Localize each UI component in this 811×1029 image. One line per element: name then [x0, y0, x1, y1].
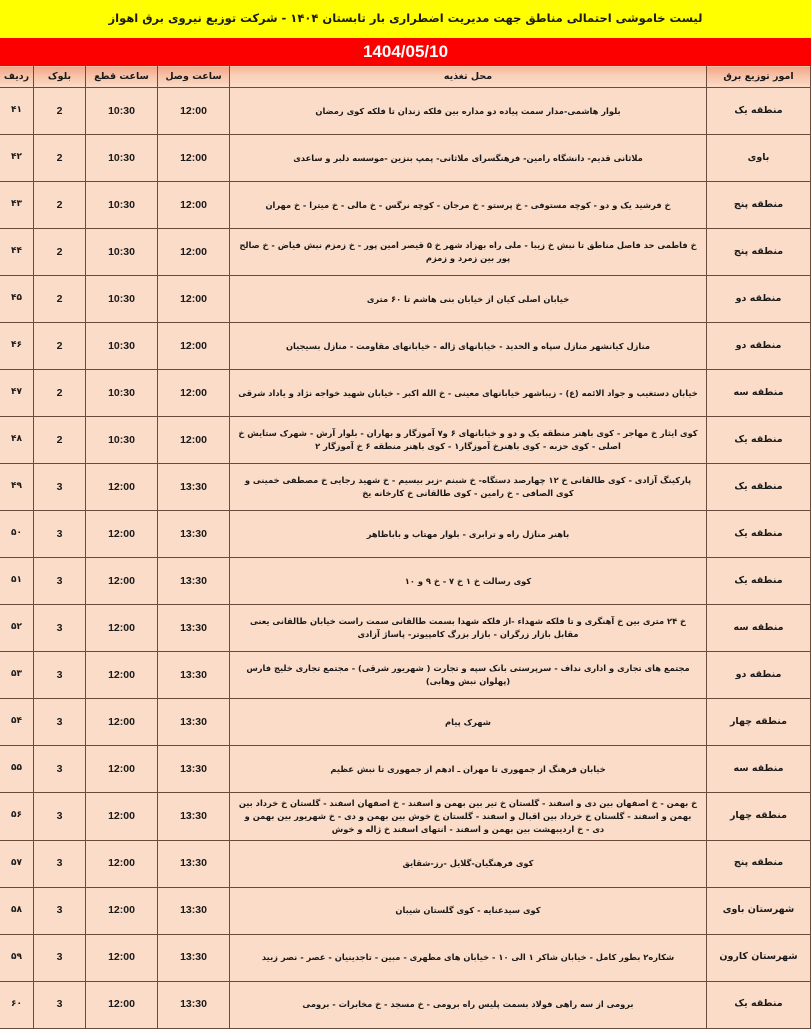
- cell-blok: 3: [34, 699, 86, 746]
- cell-saat-ghat: 12:00: [86, 934, 158, 981]
- cell-saat-vasl: 13:30: [158, 981, 230, 1028]
- column-header-blok: بلوک: [34, 66, 86, 88]
- column-header-mahal-taghzie: محل تغذیه: [230, 66, 707, 88]
- page-title: لیست خاموشی احتمالی مناطق جهت مدیریت اضطراری بار تابستان ۱۴۰۴ - شرکت توزیع نیروی برق اهواز: [108, 10, 703, 25]
- table-row: [0, 699, 811, 746]
- cell-blok: 3: [34, 840, 86, 887]
- cell-omur-tozi-bargh: شهرستان باوی: [707, 887, 811, 934]
- cell-radif: ۴۵: [0, 276, 34, 323]
- cell-saat-ghat: 12:00: [86, 699, 158, 746]
- cell-saat-vasl: 13:30: [158, 840, 230, 887]
- cell-saat-vasl: 13:30: [158, 793, 230, 841]
- cell-radif: ۵۲: [0, 605, 34, 652]
- cell-radif: ۵۶: [0, 793, 34, 841]
- table-row: [0, 135, 811, 182]
- cell-radif: ۵۱: [0, 558, 34, 605]
- cell-mahal-taghzie: خیابان فرهنگ از جمهوری تا مهران ـ ادهم از جمهوری تا نبش عظیم: [230, 746, 707, 793]
- cell-omur-tozi-bargh: منطقه پنج: [707, 182, 811, 229]
- cell-saat-ghat: 12:00: [86, 746, 158, 793]
- column-header-radif: ردیف: [0, 66, 34, 88]
- cell-blok: 3: [34, 793, 86, 841]
- cell-radif: ۴۷: [0, 370, 34, 417]
- outage-table: [0, 65, 811, 1029]
- table-row: [0, 323, 811, 370]
- cell-omur-tozi-bargh: منطقه چهار: [707, 699, 811, 746]
- cell-blok: 3: [34, 652, 86, 699]
- cell-saat-ghat: 10:30: [86, 370, 158, 417]
- table-row: [0, 652, 811, 699]
- cell-saat-vasl: 13:30: [158, 652, 230, 699]
- cell-blok: 3: [34, 934, 86, 981]
- cell-blok: 2: [34, 276, 86, 323]
- cell-mahal-taghzie: بلوار هاشمی-مدار سمت پیاده دو مداره بین فلکه زندان تا فلکه کوی رمضان: [230, 88, 707, 135]
- cell-saat-ghat: 10:30: [86, 276, 158, 323]
- cell-omur-tozi-bargh: منطقه پنج: [707, 229, 811, 276]
- title-banner: [0, 0, 811, 36]
- cell-saat-ghat: 10:30: [86, 323, 158, 370]
- cell-blok: 3: [34, 887, 86, 934]
- cell-blok: 3: [34, 981, 86, 1028]
- cell-saat-vasl: 12:00: [158, 276, 230, 323]
- cell-saat-ghat: 12:00: [86, 511, 158, 558]
- table-row: [0, 934, 811, 981]
- cell-radif: ۴۹: [0, 464, 34, 511]
- cell-blok: 2: [34, 135, 86, 182]
- column-header-saat-ghat: ساعت قطع: [86, 66, 158, 88]
- cell-saat-vasl: 13:30: [158, 511, 230, 558]
- cell-mahal-taghzie: شکاره۲ بطور کامل - خیابان شاکر ۱ الی ۱۰ - خیابان های مطهری - مبین - تاجدینیان - عصر - نصر زبید: [230, 934, 707, 981]
- cell-radif: ۴۶: [0, 323, 34, 370]
- table-row: [0, 840, 811, 887]
- cell-omur-tozi-bargh: شهرستان کارون: [707, 934, 811, 981]
- cell-radif: ۶۰: [0, 981, 34, 1028]
- cell-blok: 3: [34, 558, 86, 605]
- table-row: [0, 981, 811, 1028]
- cell-radif: ۵۴: [0, 699, 34, 746]
- cell-blok: 2: [34, 182, 86, 229]
- cell-mahal-taghzie: کوی سیدعنایه - کوی گلستان شیبان: [230, 887, 707, 934]
- cell-blok: 2: [34, 88, 86, 135]
- table-row: [0, 276, 811, 323]
- cell-mahal-taghzie: خیابان اصلی کیان از خیابان بنی هاشم تا ۶۰ متری: [230, 276, 707, 323]
- cell-saat-ghat: 12:00: [86, 840, 158, 887]
- cell-saat-vasl: 12:00: [158, 417, 230, 464]
- table-body: [0, 88, 811, 1029]
- cell-omur-tozi-bargh: منطقه دو: [707, 323, 811, 370]
- cell-saat-vasl: 13:30: [158, 699, 230, 746]
- table-row: [0, 182, 811, 229]
- cell-omur-tozi-bargh: منطقه پنج: [707, 840, 811, 887]
- cell-radif: ۵۵: [0, 746, 34, 793]
- table-row: [0, 88, 811, 135]
- cell-mahal-taghzie: خ بهمن - خ اصفهان بین دی و اسفند - گلستان خ تیر بین بهمن و اسفند - خ اصفهان اسفند - گلستان خ خرداد بین بهمن و اسفند - گلستان خ خرداد بین اقبال و اسفند - گلستان خ خوش بین بهمن و دی - خ شهریور بین بهمن و دی - خ اردیبهشت بین بهمن و اسفند - انتهای اسفند خ ژاله و خوش: [230, 793, 707, 841]
- cell-omur-tozi-bargh: منطقه یک: [707, 981, 811, 1028]
- cell-omur-tozi-bargh: منطقه دو: [707, 652, 811, 699]
- cell-saat-vasl: 13:30: [158, 605, 230, 652]
- cell-saat-ghat: 10:30: [86, 135, 158, 182]
- schedule-date: 1404/05/10: [362, 41, 449, 61]
- cell-mahal-taghzie: پارکینگ آزادی - کوی طالقانی خ ۱۲ چهارصد دستگاه- خ شبنم -زیر بیسیم - خ شهید رجایی خ مصطفی خمینی و کوی الصافی - خ رامین - کوی طالقانی خ کارخانه یخ: [230, 464, 707, 511]
- cell-omur-tozi-bargh: منطقه سه: [707, 746, 811, 793]
- cell-mahal-taghzie: شهرک پیام: [230, 699, 707, 746]
- cell-saat-vasl: 13:30: [158, 746, 230, 793]
- cell-blok: 2: [34, 323, 86, 370]
- cell-saat-ghat: 12:00: [86, 981, 158, 1028]
- table-header-row: [0, 66, 811, 88]
- cell-blok: 3: [34, 746, 86, 793]
- cell-omur-tozi-bargh: منطقه سه: [707, 370, 811, 417]
- cell-blok: 3: [34, 464, 86, 511]
- table-row: [0, 746, 811, 793]
- cell-saat-vasl: 12:00: [158, 323, 230, 370]
- cell-mahal-taghzie: برومی از سه راهی فولاد بسمت پلیس راه برومی - خ مسجد - خ مخابرات - برومی: [230, 981, 707, 1028]
- cell-saat-vasl: 12:00: [158, 229, 230, 276]
- cell-blok: 2: [34, 370, 86, 417]
- cell-saat-ghat: 10:30: [86, 88, 158, 135]
- cell-saat-vasl: 12:00: [158, 88, 230, 135]
- cell-omur-tozi-bargh: باوی: [707, 135, 811, 182]
- cell-omur-tozi-bargh: منطقه چهار: [707, 793, 811, 841]
- cell-omur-tozi-bargh: منطقه یک: [707, 417, 811, 464]
- cell-mahal-taghzie: خ ۲۴ متری بین خ آهنگری و تا فلکه شهداء -از فلکه شهدا بسمت طالقانی سمت راست خیابان طالقانی یعنی مقابل بازار زرگران - بازار بزرگ کامپیوتر- پاساژ آزادی: [230, 605, 707, 652]
- cell-saat-vasl: 13:30: [158, 887, 230, 934]
- cell-saat-ghat: 12:00: [86, 605, 158, 652]
- cell-saat-ghat: 12:00: [86, 652, 158, 699]
- cell-omur-tozi-bargh: منطقه یک: [707, 511, 811, 558]
- cell-mahal-taghzie: منازل کیانشهر منازل سپاه و الحدید - خیابانهای ژاله - خیابانهای مقاومت - منازل بسیجیان: [230, 323, 707, 370]
- cell-mahal-taghzie: مجتمع های تجاری و اداری نداف - سرپرستی بانک سپه و تجارت ( شهریور شرقی) - مجتمع تجاری خلیج فارس (پهلوان نبش وهابی): [230, 652, 707, 699]
- table-row: [0, 793, 811, 841]
- cell-mahal-taghzie: خ فرشید یک و دو - کوچه مستوفی - خ پرستو - خ مرجان - کوچه نرگس - خ مالی - خ میترا - خ مهران: [230, 182, 707, 229]
- cell-blok: 2: [34, 417, 86, 464]
- cell-blok: 3: [34, 605, 86, 652]
- cell-radif: ۵۳: [0, 652, 34, 699]
- cell-radif: ۵۷: [0, 840, 34, 887]
- cell-omur-tozi-bargh: منطقه سه: [707, 605, 811, 652]
- cell-radif: ۵۹: [0, 934, 34, 981]
- table-row: [0, 558, 811, 605]
- cell-radif: ۵۸: [0, 887, 34, 934]
- cell-saat-ghat: 12:00: [86, 793, 158, 841]
- cell-saat-vasl: 13:30: [158, 464, 230, 511]
- cell-saat-ghat: 10:30: [86, 229, 158, 276]
- cell-radif: ۴۲: [0, 135, 34, 182]
- cell-mahal-taghzie: خیابان دستغیب و جواد الائمه (ع) - زیباشهر خیابانهای معینی - خ الله اکبر - خیابان شهید خواجه نژاد و یاداد شرقی: [230, 370, 707, 417]
- cell-blok: 3: [34, 511, 86, 558]
- table-row: [0, 417, 811, 464]
- cell-mahal-taghzie: خ فاطمی حد فاصل مناطق تا نبش خ زیبا - ملی راه بهزاد شهر خ ۵ قیصر امین پور - خ زمزم نبش فیاض - خ صالح پور بین زمرد و زمزم: [230, 229, 707, 276]
- cell-omur-tozi-bargh: منطقه دو: [707, 276, 811, 323]
- cell-blok: 2: [34, 229, 86, 276]
- cell-saat-vasl: 12:00: [158, 370, 230, 417]
- table-row: [0, 605, 811, 652]
- cell-radif: ۴۳: [0, 182, 34, 229]
- cell-saat-vasl: 13:30: [158, 934, 230, 981]
- cell-saat-vasl: 12:00: [158, 135, 230, 182]
- cell-saat-ghat: 12:00: [86, 464, 158, 511]
- cell-mahal-taghzie: ملاثانی قدیم- دانشگاه رامین- فرهنگسرای ملاثانی- پمپ بنزین -موسسه دلبر و ساعدی: [230, 135, 707, 182]
- table-row: [0, 370, 811, 417]
- cell-radif: ۵۰: [0, 511, 34, 558]
- cell-saat-ghat: 12:00: [86, 558, 158, 605]
- cell-saat-vasl: 12:00: [158, 182, 230, 229]
- cell-saat-ghat: 12:00: [86, 887, 158, 934]
- cell-radif: ۴۸: [0, 417, 34, 464]
- cell-radif: ۴۴: [0, 229, 34, 276]
- cell-omur-tozi-bargh: منطقه یک: [707, 88, 811, 135]
- table-row: [0, 887, 811, 934]
- cell-mahal-taghzie: کوی فرهنگیان-گلایل -رز-شقایق: [230, 840, 707, 887]
- column-header-saat-vasl: ساعت وصل: [158, 66, 230, 88]
- cell-omur-tozi-bargh: منطقه یک: [707, 558, 811, 605]
- column-header-omur-tozi-bargh: امور توزیع برق: [707, 66, 811, 88]
- cell-saat-vasl: 13:30: [158, 558, 230, 605]
- table-row: [0, 511, 811, 558]
- date-banner: [0, 36, 811, 65]
- cell-saat-ghat: 10:30: [86, 182, 158, 229]
- cell-radif: ۴۱: [0, 88, 34, 135]
- cell-mahal-taghzie: باهنر منازل راه و ترابری - بلوار مهتاب و باباطاهر: [230, 511, 707, 558]
- table-row: [0, 229, 811, 276]
- cell-omur-tozi-bargh: منطقه یک: [707, 464, 811, 511]
- cell-saat-ghat: 10:30: [86, 417, 158, 464]
- cell-mahal-taghzie: کوی ایثار خ مهاجر - کوی باهنر منطقه یک و دو و خیابانهای ۶ و۷ آموزگار و بهاران - بلوار آرش - شهرک ستایش خ اصلی - کوی حزبه - کوی باهنرخ آموزگار۱ - کوی باهنر منطقه ۶ خ آموزگار ۲: [230, 417, 707, 464]
- cell-mahal-taghzie: کوی رسالت خ ۱ خ ۷ - خ ۹ و ۱۰: [230, 558, 707, 605]
- table-row: [0, 464, 811, 511]
